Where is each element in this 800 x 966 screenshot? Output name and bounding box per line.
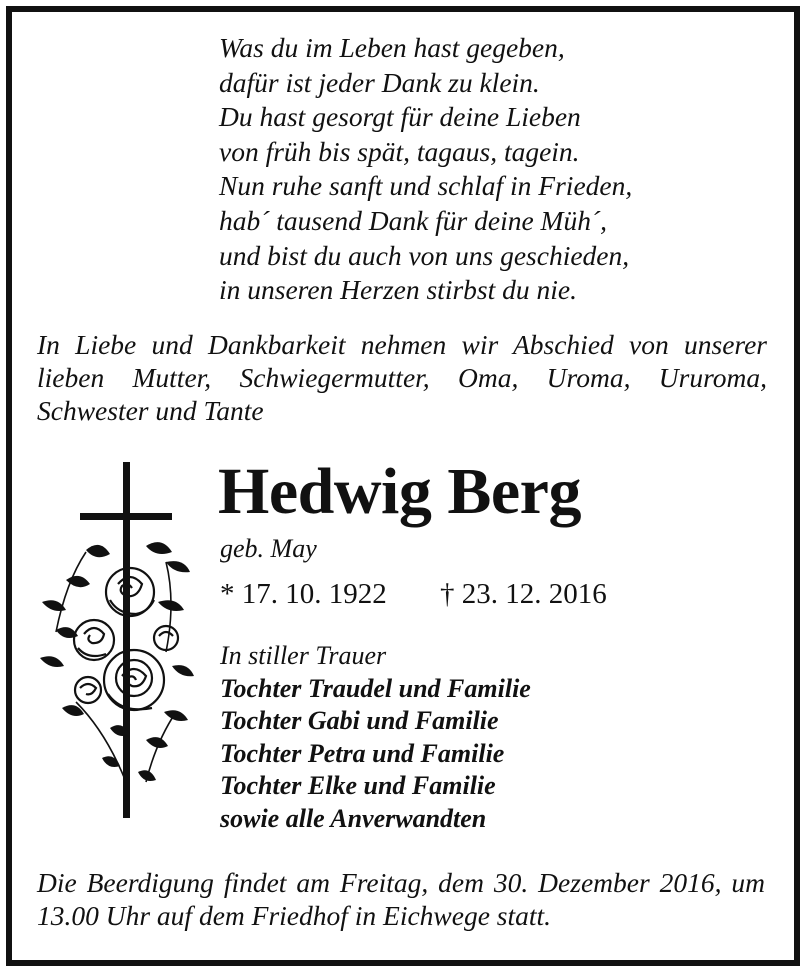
poem-line: von früh bis spät, tagaus, tagein. bbox=[219, 135, 580, 167]
poem-line: hab´ tausend Dank für deine Müh´, bbox=[219, 204, 607, 236]
mourner-entry: Tochter Petra und Familie bbox=[220, 738, 505, 768]
deceased-name: Hedwig Berg bbox=[218, 455, 581, 528]
poem-line: Nun ruhe sanft und schlaf in Frieden, bbox=[219, 170, 633, 202]
maiden-name: geb. May bbox=[220, 534, 317, 563]
funeral-line: Die Beerdigung findet am Freitag, dem 30. Dezember 2016, um bbox=[37, 867, 765, 898]
farewell-intro bbox=[37, 328, 767, 427]
mourner-entry: Tochter Elke und Familie bbox=[220, 771, 496, 800]
death-date: † 23. 12. 2016 bbox=[440, 578, 607, 610]
intro-line: Schwester und Tante bbox=[37, 395, 264, 426]
mourners-heading: In stiller Trauer bbox=[220, 641, 387, 670]
intro-line: lieben Mutter, Schwiegermutter, Oma, Uroma, Ururoma, bbox=[37, 362, 767, 393]
mourner-entry: Tochter Gabi und Familie bbox=[220, 706, 499, 735]
poem-line: Was du im Leben hast gegeben, bbox=[219, 32, 565, 63]
mourners-list bbox=[220, 640, 531, 835]
birth-date: * 17. 10. 1922 bbox=[220, 578, 387, 610]
poem-line: und bist du auch von uns geschieden, bbox=[219, 239, 630, 271]
intro-line: In Liebe und Dankbarkeit nehmen wir Abschied von unserer bbox=[37, 329, 767, 360]
funeral-notice bbox=[37, 866, 765, 932]
poem-line: in unseren Herzen stirbst du nie. bbox=[219, 274, 577, 306]
cross-with-roses-icon bbox=[26, 462, 198, 822]
memorial-poem bbox=[219, 31, 632, 308]
life-dates bbox=[220, 576, 607, 612]
poem-line: Du hast gesorgt für deine Lieben bbox=[219, 101, 581, 133]
poem-line: dafür ist jeder Dank zu klein. bbox=[219, 66, 540, 98]
mourner-entry: Tochter Traudel und Familie bbox=[220, 673, 531, 703]
funeral-line: 13.00 Uhr auf dem Friedhof in Eichwege statt. bbox=[37, 900, 552, 931]
mourner-entry: sowie alle Anverwandten bbox=[220, 803, 487, 833]
